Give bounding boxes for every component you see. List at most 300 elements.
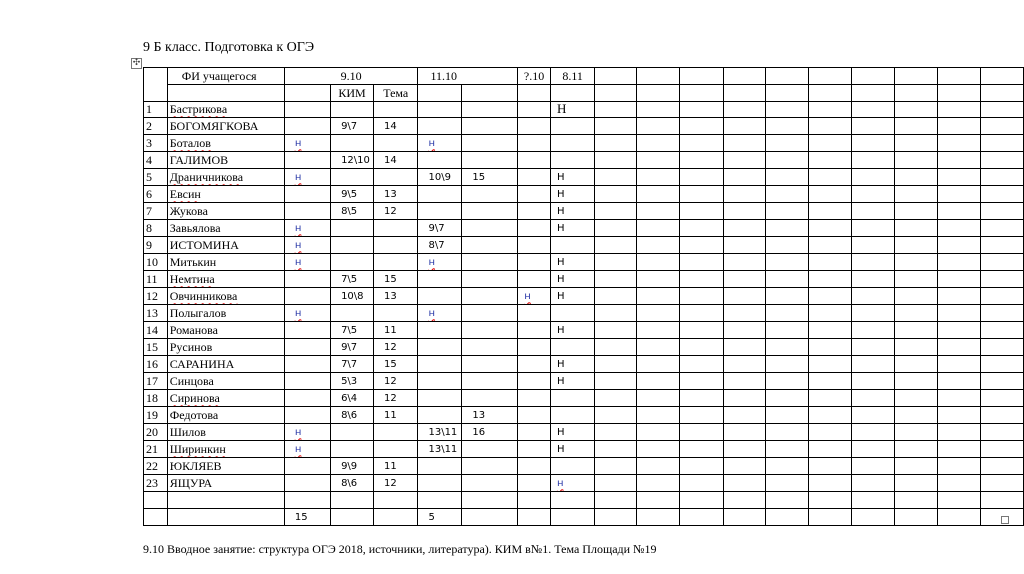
mark-cell[interactable] bbox=[374, 220, 418, 237]
mark-cell[interactable] bbox=[331, 288, 374, 305]
table-cell[interactable] bbox=[765, 356, 809, 373]
mark-cell[interactable] bbox=[374, 407, 418, 424]
table-cell[interactable] bbox=[981, 458, 1024, 475]
mark-cell[interactable] bbox=[550, 203, 594, 220]
mark-cell[interactable] bbox=[518, 373, 551, 390]
mark-cell[interactable] bbox=[550, 288, 594, 305]
table-cell[interactable] bbox=[636, 152, 680, 169]
mark-cell[interactable] bbox=[284, 135, 330, 152]
mark-cell[interactable] bbox=[550, 237, 594, 254]
table-cell[interactable] bbox=[595, 237, 637, 254]
mark-cell[interactable] bbox=[418, 135, 462, 152]
table-cell[interactable] bbox=[595, 373, 637, 390]
table-cell[interactable] bbox=[550, 84, 594, 101]
mark-cell[interactable] bbox=[284, 339, 330, 356]
student-name-cell[interactable] bbox=[167, 492, 284, 509]
table-cell[interactable] bbox=[809, 356, 852, 373]
table-cell[interactable] bbox=[723, 390, 765, 407]
table-cell[interactable] bbox=[723, 305, 765, 322]
table-cell[interactable] bbox=[636, 356, 680, 373]
table-cell[interactable] bbox=[595, 254, 637, 271]
mark-cell[interactable] bbox=[550, 101, 594, 118]
mark-cell[interactable] bbox=[550, 152, 594, 169]
table-cell[interactable] bbox=[595, 492, 637, 509]
table-cell[interactable] bbox=[636, 407, 680, 424]
table-cell[interactable] bbox=[851, 509, 895, 526]
row-number-cell[interactable]: 18 bbox=[144, 390, 168, 407]
table-cell[interactable] bbox=[981, 135, 1024, 152]
mark-cell[interactable] bbox=[284, 475, 330, 492]
table-cell[interactable] bbox=[981, 203, 1024, 220]
table-cell[interactable] bbox=[895, 441, 938, 458]
table-cell[interactable] bbox=[680, 390, 724, 407]
row-number-cell[interactable]: 22 bbox=[144, 458, 168, 475]
table-cell[interactable] bbox=[680, 118, 724, 135]
table-cell[interactable] bbox=[809, 492, 852, 509]
table-cell[interactable] bbox=[636, 441, 680, 458]
table-cell[interactable] bbox=[895, 203, 938, 220]
mark-cell[interactable] bbox=[462, 169, 518, 186]
table-cell[interactable] bbox=[765, 237, 809, 254]
mark-cell[interactable] bbox=[331, 135, 374, 152]
table-cell[interactable] bbox=[723, 237, 765, 254]
table-cell[interactable] bbox=[895, 475, 938, 492]
table-cell[interactable] bbox=[851, 68, 895, 85]
table-cell[interactable] bbox=[595, 390, 637, 407]
mark-cell[interactable] bbox=[331, 220, 374, 237]
table-cell[interactable] bbox=[765, 169, 809, 186]
student-name-cell[interactable] bbox=[167, 203, 284, 220]
table-cell[interactable] bbox=[680, 322, 724, 339]
table-cell[interactable] bbox=[809, 169, 852, 186]
table-cell[interactable] bbox=[981, 237, 1024, 254]
mark-cell[interactable] bbox=[418, 203, 462, 220]
mark-cell[interactable] bbox=[550, 441, 594, 458]
table-cell[interactable] bbox=[680, 356, 724, 373]
table-cell[interactable] bbox=[937, 390, 981, 407]
table-cell[interactable] bbox=[680, 305, 724, 322]
mark-cell[interactable] bbox=[331, 390, 374, 407]
mark-cell[interactable] bbox=[550, 305, 594, 322]
table-cell[interactable] bbox=[765, 424, 809, 441]
header-date-cell[interactable]: 9.10 bbox=[284, 68, 418, 85]
header-date-cell[interactable]: ?.10 bbox=[518, 68, 551, 85]
table-cell[interactable] bbox=[937, 339, 981, 356]
table-cell[interactable] bbox=[809, 68, 852, 85]
table-cell[interactable] bbox=[981, 390, 1024, 407]
table-cell[interactable] bbox=[765, 152, 809, 169]
table-cell[interactable] bbox=[809, 288, 852, 305]
mark-cell[interactable] bbox=[418, 254, 462, 271]
table-cell[interactable] bbox=[981, 68, 1024, 85]
table-cell[interactable] bbox=[851, 186, 895, 203]
table-cell[interactable] bbox=[636, 220, 680, 237]
table-cell[interactable] bbox=[937, 220, 981, 237]
mark-cell[interactable] bbox=[284, 271, 330, 288]
table-cell[interactable] bbox=[636, 424, 680, 441]
table-cell[interactable] bbox=[851, 203, 895, 220]
row-number-cell[interactable] bbox=[144, 492, 168, 509]
table-cell[interactable] bbox=[723, 441, 765, 458]
table-cell[interactable] bbox=[595, 305, 637, 322]
mark-cell[interactable] bbox=[462, 101, 518, 118]
table-cell[interactable] bbox=[981, 271, 1024, 288]
mark-cell[interactable] bbox=[518, 186, 551, 203]
table-cell[interactable] bbox=[809, 118, 852, 135]
table-cell[interactable] bbox=[937, 407, 981, 424]
table-cell[interactable] bbox=[595, 441, 637, 458]
table-cell[interactable] bbox=[937, 135, 981, 152]
mark-cell[interactable] bbox=[284, 288, 330, 305]
table-cell[interactable] bbox=[851, 424, 895, 441]
table-cell[interactable] bbox=[937, 118, 981, 135]
mark-cell[interactable] bbox=[462, 305, 518, 322]
table-cell[interactable] bbox=[937, 458, 981, 475]
table-cell[interactable] bbox=[851, 322, 895, 339]
table-cell[interactable] bbox=[723, 152, 765, 169]
table-cell[interactable] bbox=[636, 237, 680, 254]
table-cell[interactable] bbox=[636, 475, 680, 492]
mark-cell[interactable] bbox=[462, 237, 518, 254]
row-number-cell[interactable]: 5 bbox=[144, 169, 168, 186]
table-cell[interactable] bbox=[809, 407, 852, 424]
table-cell[interactable] bbox=[981, 441, 1024, 458]
mark-cell[interactable] bbox=[550, 424, 594, 441]
mark-cell[interactable] bbox=[462, 475, 518, 492]
mark-cell[interactable] bbox=[284, 458, 330, 475]
table-cell[interactable] bbox=[937, 271, 981, 288]
mark-cell[interactable] bbox=[331, 509, 374, 526]
table-cell[interactable] bbox=[636, 135, 680, 152]
mark-cell[interactable] bbox=[284, 101, 330, 118]
mark-cell[interactable] bbox=[462, 135, 518, 152]
table-cell[interactable] bbox=[937, 509, 981, 526]
table-cell[interactable] bbox=[981, 220, 1024, 237]
mark-cell[interactable] bbox=[418, 169, 462, 186]
mark-cell[interactable] bbox=[550, 271, 594, 288]
table-cell[interactable] bbox=[765, 407, 809, 424]
table-cell[interactable] bbox=[680, 458, 724, 475]
table-cell[interactable] bbox=[595, 322, 637, 339]
table-cell[interactable] bbox=[937, 373, 981, 390]
mark-cell[interactable] bbox=[518, 458, 551, 475]
mark-cell[interactable] bbox=[462, 203, 518, 220]
table-cell[interactable] bbox=[595, 339, 637, 356]
mark-cell[interactable] bbox=[550, 475, 594, 492]
table-cell[interactable] bbox=[636, 186, 680, 203]
student-name-cell[interactable] bbox=[167, 441, 284, 458]
mark-cell[interactable] bbox=[550, 220, 594, 237]
table-cell[interactable] bbox=[680, 373, 724, 390]
mark-cell[interactable] bbox=[331, 356, 374, 373]
table-cell[interactable] bbox=[680, 101, 724, 118]
mark-cell[interactable] bbox=[331, 441, 374, 458]
table-cell[interactable] bbox=[723, 169, 765, 186]
mark-cell[interactable] bbox=[462, 254, 518, 271]
table-cell[interactable] bbox=[765, 84, 809, 101]
row-number-cell[interactable]: 15 bbox=[144, 339, 168, 356]
table-cell[interactable] bbox=[937, 356, 981, 373]
mark-cell[interactable] bbox=[518, 135, 551, 152]
table-cell[interactable] bbox=[937, 101, 981, 118]
table-cell[interactable] bbox=[595, 356, 637, 373]
mark-cell[interactable] bbox=[374, 271, 418, 288]
mark-cell[interactable] bbox=[418, 441, 462, 458]
student-name-cell[interactable] bbox=[167, 152, 284, 169]
table-cell[interactable] bbox=[723, 84, 765, 101]
table-cell[interactable] bbox=[636, 390, 680, 407]
table-cell[interactable] bbox=[595, 118, 637, 135]
mark-cell[interactable] bbox=[418, 186, 462, 203]
table-cell[interactable] bbox=[851, 390, 895, 407]
table-cell[interactable] bbox=[636, 373, 680, 390]
table-cell[interactable] bbox=[765, 305, 809, 322]
mark-cell[interactable] bbox=[550, 458, 594, 475]
mark-cell[interactable] bbox=[418, 356, 462, 373]
mark-cell[interactable] bbox=[518, 220, 551, 237]
student-name-cell[interactable] bbox=[167, 220, 284, 237]
table-cell[interactable] bbox=[595, 220, 637, 237]
table-cell[interactable] bbox=[595, 203, 637, 220]
table-cell[interactable] bbox=[937, 322, 981, 339]
table-cell[interactable] bbox=[981, 407, 1024, 424]
table-cell[interactable] bbox=[981, 152, 1024, 169]
row-number-cell[interactable]: 19 bbox=[144, 407, 168, 424]
table-cell[interactable] bbox=[937, 186, 981, 203]
mark-cell[interactable] bbox=[374, 254, 418, 271]
mark-cell[interactable] bbox=[462, 492, 518, 509]
student-name-cell[interactable] bbox=[167, 118, 284, 135]
row-number-cell[interactable]: 20 bbox=[144, 424, 168, 441]
table-cell[interactable] bbox=[595, 152, 637, 169]
mark-cell[interactable] bbox=[518, 305, 551, 322]
student-name-cell[interactable] bbox=[167, 339, 284, 356]
table-cell[interactable] bbox=[680, 271, 724, 288]
header-num-cell[interactable] bbox=[144, 68, 168, 102]
mark-cell[interactable] bbox=[518, 271, 551, 288]
mark-cell[interactable] bbox=[284, 305, 330, 322]
mark-cell[interactable] bbox=[331, 475, 374, 492]
table-cell[interactable] bbox=[895, 118, 938, 135]
table-cell[interactable] bbox=[765, 475, 809, 492]
row-number-cell[interactable]: 12 bbox=[144, 288, 168, 305]
mark-cell[interactable] bbox=[284, 322, 330, 339]
mark-cell[interactable] bbox=[331, 152, 374, 169]
mark-cell[interactable] bbox=[518, 254, 551, 271]
table-cell[interactable] bbox=[851, 84, 895, 101]
table-cell[interactable] bbox=[680, 441, 724, 458]
mark-cell[interactable] bbox=[284, 203, 330, 220]
row-number-cell[interactable]: 2 bbox=[144, 118, 168, 135]
table-cell[interactable] bbox=[765, 271, 809, 288]
table-cell[interactable] bbox=[937, 254, 981, 271]
table-cell[interactable] bbox=[418, 84, 462, 101]
row-number-cell[interactable]: 23 bbox=[144, 475, 168, 492]
mark-cell[interactable] bbox=[418, 237, 462, 254]
mark-cell[interactable] bbox=[284, 237, 330, 254]
mark-cell[interactable] bbox=[462, 458, 518, 475]
mark-cell[interactable] bbox=[550, 492, 594, 509]
table-cell[interactable] bbox=[851, 458, 895, 475]
table-cell[interactable] bbox=[765, 135, 809, 152]
table-cell[interactable] bbox=[937, 492, 981, 509]
table-cell[interactable] bbox=[636, 271, 680, 288]
table-cell[interactable] bbox=[765, 441, 809, 458]
mark-cell[interactable] bbox=[462, 288, 518, 305]
table-cell[interactable] bbox=[723, 492, 765, 509]
table-cell[interactable] bbox=[595, 288, 637, 305]
mark-cell[interactable] bbox=[284, 169, 330, 186]
mark-cell[interactable] bbox=[518, 101, 551, 118]
table-cell[interactable] bbox=[851, 254, 895, 271]
mark-cell[interactable] bbox=[331, 169, 374, 186]
table-cell[interactable] bbox=[595, 509, 637, 526]
table-cell[interactable] bbox=[809, 424, 852, 441]
table-cell[interactable] bbox=[809, 339, 852, 356]
table-cell[interactable] bbox=[895, 424, 938, 441]
table-cell[interactable] bbox=[723, 509, 765, 526]
table-cell[interactable] bbox=[680, 492, 724, 509]
table-cell[interactable] bbox=[723, 271, 765, 288]
mark-cell[interactable] bbox=[418, 305, 462, 322]
mark-cell[interactable] bbox=[418, 492, 462, 509]
mark-cell[interactable] bbox=[331, 101, 374, 118]
mark-cell[interactable] bbox=[418, 407, 462, 424]
student-name-cell[interactable] bbox=[167, 101, 284, 118]
row-number-cell[interactable]: 14 bbox=[144, 322, 168, 339]
row-number-cell[interactable]: 8 bbox=[144, 220, 168, 237]
table-cell[interactable] bbox=[636, 458, 680, 475]
table-cell[interactable] bbox=[937, 475, 981, 492]
mark-cell[interactable] bbox=[550, 509, 594, 526]
table-cell[interactable] bbox=[636, 339, 680, 356]
table-cell[interactable] bbox=[981, 288, 1024, 305]
mark-cell[interactable] bbox=[462, 118, 518, 135]
table-cell[interactable] bbox=[595, 424, 637, 441]
table-cell[interactable] bbox=[809, 84, 852, 101]
table-cell[interactable] bbox=[981, 356, 1024, 373]
table-cell[interactable] bbox=[895, 271, 938, 288]
mark-cell[interactable] bbox=[418, 220, 462, 237]
header-date-cell[interactable]: 8.11 bbox=[550, 68, 594, 85]
student-name-cell[interactable] bbox=[167, 288, 284, 305]
table-cell[interactable] bbox=[895, 390, 938, 407]
mark-cell[interactable] bbox=[518, 203, 551, 220]
mark-cell[interactable] bbox=[331, 322, 374, 339]
mark-cell[interactable] bbox=[374, 458, 418, 475]
table-cell[interactable] bbox=[636, 305, 680, 322]
table-cell[interactable] bbox=[723, 254, 765, 271]
table-cell[interactable] bbox=[595, 271, 637, 288]
table-cell[interactable] bbox=[765, 458, 809, 475]
table-cell[interactable] bbox=[680, 152, 724, 169]
mark-cell[interactable] bbox=[374, 288, 418, 305]
mark-cell[interactable] bbox=[374, 322, 418, 339]
table-cell[interactable] bbox=[895, 458, 938, 475]
table-cell[interactable] bbox=[895, 152, 938, 169]
table-cell[interactable] bbox=[981, 169, 1024, 186]
mark-cell[interactable] bbox=[418, 390, 462, 407]
mark-cell[interactable] bbox=[418, 118, 462, 135]
table-cell[interactable] bbox=[765, 186, 809, 203]
mark-cell[interactable] bbox=[331, 271, 374, 288]
mark-cell[interactable] bbox=[418, 288, 462, 305]
table-cell[interactable] bbox=[765, 68, 809, 85]
mark-cell[interactable] bbox=[374, 186, 418, 203]
table-cell[interactable] bbox=[981, 118, 1024, 135]
mark-cell[interactable] bbox=[418, 424, 462, 441]
mark-cell[interactable] bbox=[518, 237, 551, 254]
table-cell[interactable] bbox=[851, 118, 895, 135]
table-cell[interactable] bbox=[680, 339, 724, 356]
table-cell[interactable] bbox=[680, 288, 724, 305]
student-name-cell[interactable] bbox=[167, 407, 284, 424]
table-cell[interactable] bbox=[765, 339, 809, 356]
table-cell[interactable] bbox=[937, 68, 981, 85]
mark-cell[interactable] bbox=[374, 237, 418, 254]
table-cell[interactable] bbox=[895, 407, 938, 424]
student-name-cell[interactable] bbox=[167, 305, 284, 322]
mark-cell[interactable] bbox=[374, 152, 418, 169]
table-cell[interactable] bbox=[851, 135, 895, 152]
table-cell[interactable] bbox=[680, 509, 724, 526]
student-name-cell[interactable] bbox=[167, 271, 284, 288]
mark-cell[interactable] bbox=[418, 271, 462, 288]
table-cell[interactable] bbox=[851, 441, 895, 458]
mark-cell[interactable] bbox=[550, 118, 594, 135]
table-cell[interactable] bbox=[809, 152, 852, 169]
mark-cell[interactable] bbox=[462, 424, 518, 441]
table-cell[interactable] bbox=[723, 322, 765, 339]
mark-cell[interactable] bbox=[374, 101, 418, 118]
table-cell[interactable] bbox=[723, 458, 765, 475]
mark-cell[interactable] bbox=[284, 356, 330, 373]
mark-cell[interactable] bbox=[331, 186, 374, 203]
mark-cell[interactable] bbox=[374, 475, 418, 492]
table-cell[interactable] bbox=[636, 169, 680, 186]
mark-cell[interactable] bbox=[331, 373, 374, 390]
table-cell[interactable] bbox=[636, 492, 680, 509]
table-cell[interactable] bbox=[851, 237, 895, 254]
row-number-cell[interactable]: 6 bbox=[144, 186, 168, 203]
row-number-cell[interactable]: 13 bbox=[144, 305, 168, 322]
table-cell[interactable] bbox=[937, 237, 981, 254]
mark-cell[interactable] bbox=[284, 509, 330, 526]
mark-cell[interactable] bbox=[284, 373, 330, 390]
table-cell[interactable] bbox=[851, 492, 895, 509]
mark-cell[interactable] bbox=[331, 458, 374, 475]
mark-cell[interactable] bbox=[518, 118, 551, 135]
mark-cell[interactable] bbox=[418, 475, 462, 492]
table-cell[interactable] bbox=[851, 101, 895, 118]
table-cell[interactable] bbox=[895, 135, 938, 152]
table-cell[interactable] bbox=[595, 458, 637, 475]
row-number-cell[interactable]: 10 bbox=[144, 254, 168, 271]
table-cell[interactable] bbox=[636, 288, 680, 305]
mark-cell[interactable] bbox=[331, 492, 374, 509]
table-cell[interactable] bbox=[723, 339, 765, 356]
student-name-cell[interactable] bbox=[167, 135, 284, 152]
mark-cell[interactable] bbox=[284, 441, 330, 458]
table-cell[interactable] bbox=[723, 186, 765, 203]
mark-cell[interactable] bbox=[462, 152, 518, 169]
table-cell[interactable] bbox=[723, 135, 765, 152]
mark-cell[interactable] bbox=[418, 458, 462, 475]
mark-cell[interactable] bbox=[374, 118, 418, 135]
row-number-cell[interactable]: 21 bbox=[144, 441, 168, 458]
header-name-cell[interactable]: ФИ учащегося bbox=[167, 68, 284, 85]
student-name-cell[interactable] bbox=[167, 356, 284, 373]
